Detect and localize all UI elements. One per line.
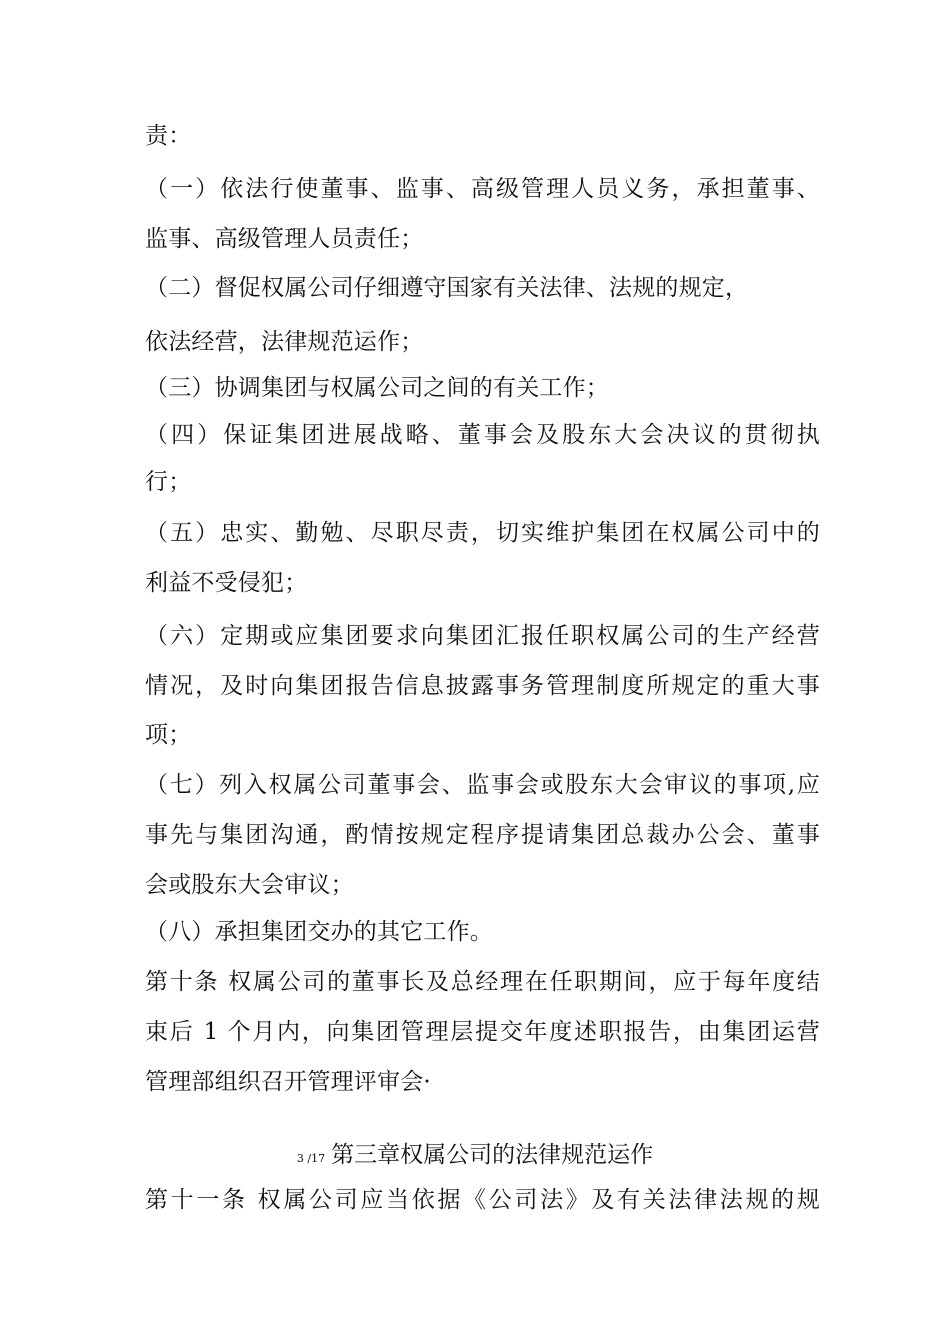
text-line: 行； — [145, 469, 192, 495]
text-line: 第十条 权属公司的董事长及总经理在任职期间，应于每年度结 — [145, 969, 820, 995]
text-line: 监事、高级管理人员责任； — [145, 226, 424, 252]
text-line: 依法经营，法律规范运作； — [145, 329, 424, 355]
text-line: （三）协调集团与权属公司之间的有关工作； — [145, 375, 609, 401]
text-line: 会或股东大会审议； — [145, 872, 354, 898]
text-line: 管理部组织召开管理评审会· — [145, 1069, 431, 1095]
text-line: 第十一条 权属公司应当依据《公司法》及有关法律法规的规 — [145, 1187, 820, 1213]
text-line: （八）承担集团交办的其它工作。 — [145, 919, 493, 945]
text-line: （六）定期或应集团要求向集团汇报任职权属公司的生产经营 — [145, 623, 820, 649]
text-line: 责： — [145, 123, 192, 149]
text-line: （五）忠实、勤勉、尽职尽责，切实维护集团在权属公司中的 — [145, 520, 820, 546]
text-line: 束后 1 个月内，向集团管理层提交年度述职报告，由集团运营 — [145, 1019, 820, 1045]
text-line: 项； — [145, 722, 192, 748]
text-line: 事先与集团沟通，酌情按规定程序提请集团总裁办公会、董事 — [145, 822, 820, 848]
text-line: 情况，及时向集团报告信息披露事务管理制度所规定的重大事 — [145, 673, 820, 699]
text-line: （七）列入权属公司董事会、监事会或股东大会审议的事项,应 — [145, 772, 820, 798]
page-footer — [0, 1140, 950, 1174]
text-line: （一）依法行使董事、监事、高级管理人员义务，承担董事、 — [145, 176, 820, 202]
text-line: （四）保证集团进展战略、董事会及股东大会决议的贯彻执 — [145, 422, 820, 448]
page-number: 3 /17 — [296, 1152, 326, 1165]
text-line: 利益不受侵犯； — [145, 570, 308, 596]
chapter-title: 第三章权属公司的法律规范运作 — [331, 1142, 654, 1168]
text-line: （二）督促权属公司仔细遵守国家有关法律、法规的规定， — [145, 275, 749, 301]
